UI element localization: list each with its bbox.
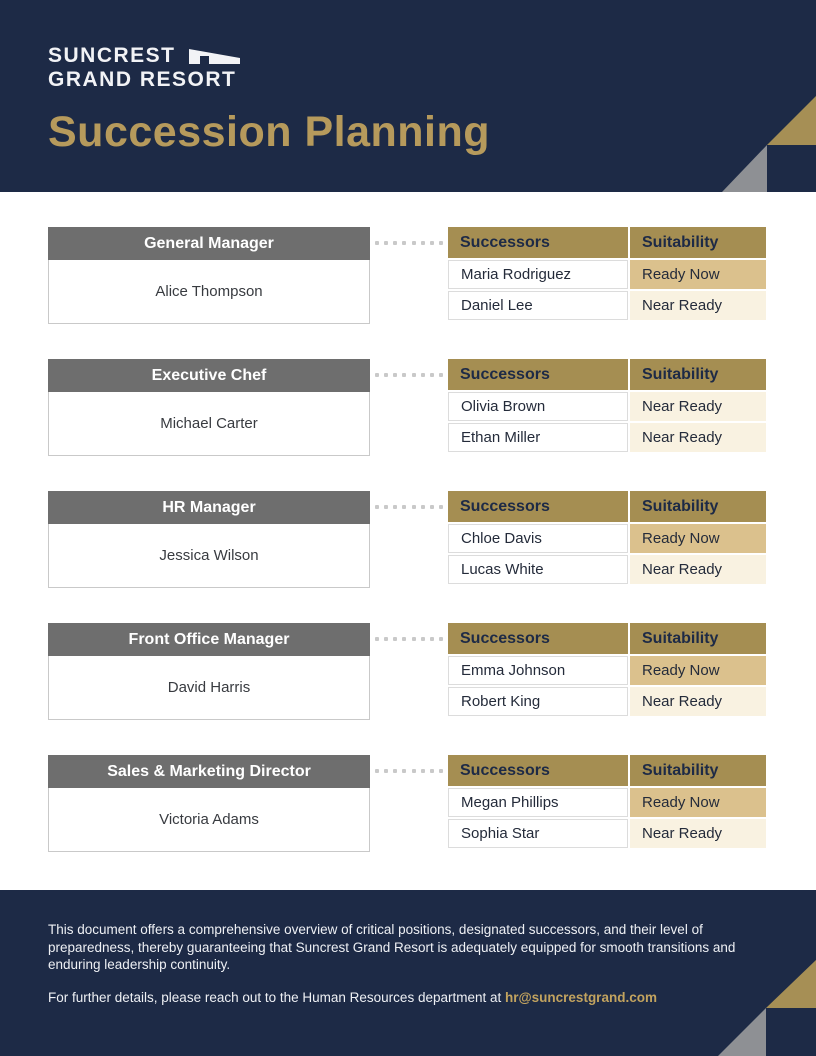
dotted-connector — [370, 755, 448, 852]
brand-name-line1: SUNCREST — [48, 44, 176, 67]
column-header-suitability: Suitability — [630, 623, 766, 654]
section-hr-manager — [48, 491, 766, 588]
section-general-manager — [48, 227, 766, 324]
successor-name: Olivia Brown — [448, 392, 628, 421]
successor-name: Ethan Miller — [448, 423, 628, 452]
header-corner-decoration — [716, 92, 816, 192]
section-sales-marketing-director — [48, 755, 766, 852]
column-header-successors: Successors — [448, 491, 628, 522]
successor-name: Lucas White — [448, 555, 628, 584]
hr-email-link[interactable]: hr@suncrestgrand.com — [505, 989, 657, 1005]
column-header-suitability: Suitability — [630, 359, 766, 390]
column-header-successors: Successors — [448, 623, 628, 654]
incumbent-name: David Harris — [48, 656, 370, 720]
suitability-badge: Near Ready — [630, 687, 766, 716]
page-header — [0, 0, 816, 192]
successors-table — [448, 227, 766, 324]
suitability-badge: Near Ready — [630, 291, 766, 320]
column-header-suitability: Suitability — [630, 755, 766, 786]
section-executive-chef — [48, 359, 766, 456]
dotted-connector — [370, 227, 448, 324]
successors-table — [448, 491, 766, 588]
suitability-badge: Near Ready — [630, 392, 766, 421]
successors-table — [448, 359, 766, 456]
footer-corner-decoration — [716, 956, 816, 1056]
suitability-badge: Ready Now — [630, 260, 766, 289]
dotted-connector — [370, 623, 448, 720]
suitability-badge: Ready Now — [630, 788, 766, 817]
successor-name: Megan Phillips — [448, 788, 628, 817]
dotted-connector — [370, 359, 448, 456]
section-front-office-manager — [48, 623, 766, 720]
page-title: Succession Planning — [48, 108, 490, 156]
successor-name: Chloe Davis — [448, 524, 628, 553]
succession-sections — [0, 192, 816, 852]
brand-logo — [48, 44, 241, 92]
incumbent-name: Alice Thompson — [48, 260, 370, 324]
suitability-badge: Near Ready — [630, 423, 766, 452]
suitability-badge: Near Ready — [630, 555, 766, 584]
successors-table — [448, 623, 766, 720]
position-title: Sales & Marketing Director — [48, 755, 370, 788]
roof-flag-icon — [185, 47, 241, 65]
suitability-badge: Ready Now — [630, 524, 766, 553]
incumbent-name: Victoria Adams — [48, 788, 370, 852]
incumbent-name: Michael Carter — [48, 392, 370, 456]
position-title: HR Manager — [48, 491, 370, 524]
successor-name: Maria Rodriguez — [448, 260, 628, 289]
position-card — [48, 491, 370, 588]
position-title: Front Office Manager — [48, 623, 370, 656]
column-header-successors: Successors — [448, 755, 628, 786]
incumbent-name: Jessica Wilson — [48, 524, 370, 588]
suitability-badge: Near Ready — [630, 819, 766, 848]
position-card — [48, 755, 370, 852]
footer-description: This document offers a comprehensive overview of critical positions, designated successors, and their level of preparedness, thereby guaranteeing that Suncrest Grand Resort is adequately equipped for smooth transitions and enduring leadership continuity. — [48, 922, 736, 972]
footer-contact-line — [48, 989, 748, 1007]
position-card — [48, 359, 370, 456]
brand-name-line2: GRAND RESORT — [48, 68, 237, 91]
position-title: General Manager — [48, 227, 370, 260]
successor-name: Daniel Lee — [448, 291, 628, 320]
suitability-badge: Ready Now — [630, 656, 766, 685]
column-header-suitability: Suitability — [630, 491, 766, 522]
page-footer — [0, 890, 816, 1056]
footer-contact-prefix: For further details, please reach out to the Human Resources department at — [48, 989, 505, 1005]
column-header-successors: Successors — [448, 359, 628, 390]
position-title: Executive Chef — [48, 359, 370, 392]
successor-name: Sophia Star — [448, 819, 628, 848]
column-header-successors: Successors — [448, 227, 628, 258]
successors-table — [448, 755, 766, 852]
column-header-suitability: Suitability — [630, 227, 766, 258]
dotted-connector — [370, 491, 448, 588]
position-card — [48, 227, 370, 324]
successor-name: Robert King — [448, 687, 628, 716]
position-card — [48, 623, 370, 720]
successor-name: Emma Johnson — [448, 656, 628, 685]
